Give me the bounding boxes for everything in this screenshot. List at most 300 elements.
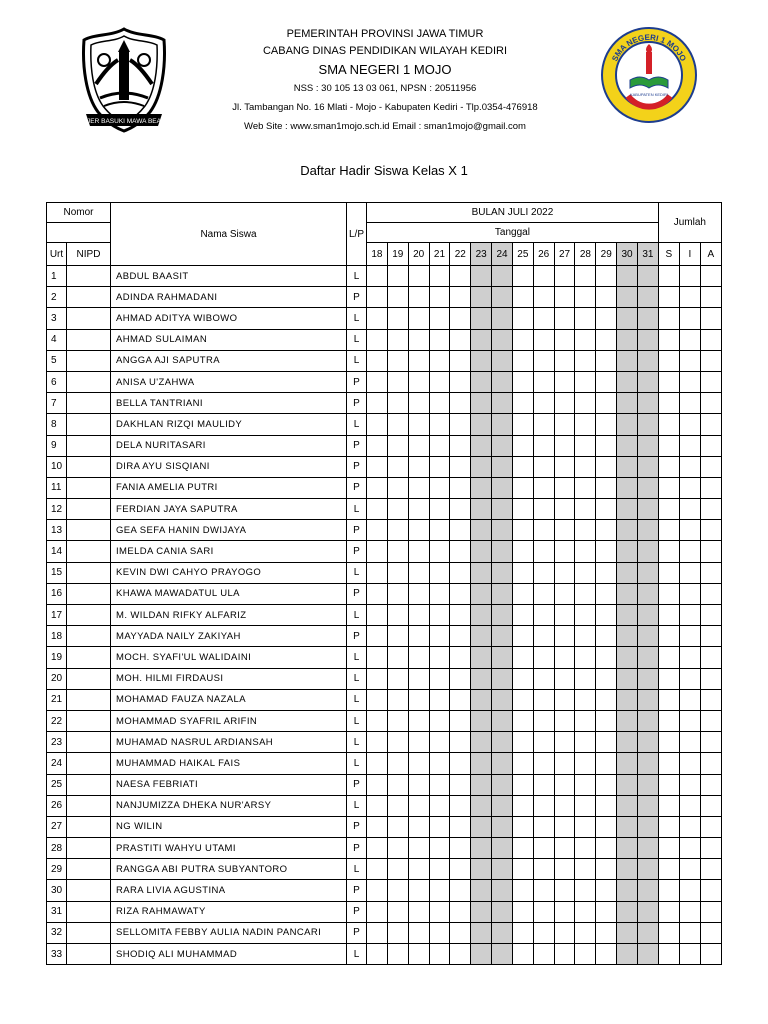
attendance-cell	[408, 944, 429, 965]
attendance-cell	[367, 520, 388, 541]
izin-count-cell	[679, 308, 700, 329]
attendance-cell	[408, 287, 429, 308]
attendance-cell	[637, 838, 658, 859]
attendance-cell	[512, 774, 533, 795]
attendance-cell	[450, 562, 471, 583]
gender-cell: P	[347, 541, 367, 562]
attendance-cell	[637, 605, 658, 626]
attendance-cell	[367, 477, 388, 498]
attendance-cell	[367, 562, 388, 583]
attendance-cell	[617, 944, 638, 965]
nipd-cell	[67, 520, 111, 541]
attendance-cell	[429, 414, 450, 435]
alpa-count-cell	[700, 456, 721, 477]
attendance-cell	[408, 456, 429, 477]
sakit-count-cell	[658, 753, 679, 774]
izin-count-cell	[679, 880, 700, 901]
attendance-cell	[575, 520, 596, 541]
row-number: 24	[47, 753, 67, 774]
gender-cell: L	[347, 329, 367, 350]
attendance-cell	[617, 647, 638, 668]
attendance-cell	[533, 329, 554, 350]
nipd-cell	[67, 880, 111, 901]
table-row	[47, 689, 722, 710]
attendance-cell	[450, 944, 471, 965]
attendance-cell	[408, 901, 429, 922]
attendance-cell	[554, 329, 575, 350]
alpa-count-cell	[700, 689, 721, 710]
attendance-cell	[512, 859, 533, 880]
attendance-cell	[408, 583, 429, 604]
attendance-cell	[387, 753, 408, 774]
attendance-cell	[492, 541, 513, 562]
izin-count-cell	[679, 795, 700, 816]
izin-count-cell	[679, 838, 700, 859]
row-number: 26	[47, 795, 67, 816]
attendance-cell	[637, 626, 658, 647]
attendance-cell	[637, 859, 658, 880]
izin-count-cell	[679, 287, 700, 308]
attendance-cell	[429, 266, 450, 287]
table-row	[47, 266, 722, 287]
row-number: 13	[47, 520, 67, 541]
student-name: SHODIQ ALI MUHAMMAD	[111, 944, 347, 965]
gender-cell: P	[347, 456, 367, 477]
attendance-cell	[429, 838, 450, 859]
attendance-cell	[554, 393, 575, 414]
attendance-cell	[637, 329, 658, 350]
attendance-cell	[492, 922, 513, 943]
alpa-count-cell	[700, 668, 721, 689]
attendance-cell	[387, 668, 408, 689]
attendance-cell	[408, 689, 429, 710]
attendance-cell	[471, 499, 492, 520]
attendance-cell	[637, 774, 658, 795]
attendance-cell	[429, 689, 450, 710]
attendance-cell	[408, 435, 429, 456]
sakit-count-cell	[658, 689, 679, 710]
student-name: SELLOMITA FEBBY AULIA NADIN PANCARI	[111, 922, 347, 943]
attendance-cell	[429, 647, 450, 668]
table-row	[47, 329, 722, 350]
izin-count-cell	[679, 499, 700, 520]
attendance-cell	[450, 922, 471, 943]
attendance-cell	[367, 880, 388, 901]
attendance-cell	[512, 266, 533, 287]
attendance-cell	[596, 732, 617, 753]
attendance-cell	[533, 541, 554, 562]
attendance-cell	[450, 816, 471, 837]
row-number: 22	[47, 710, 67, 731]
attendance-cell	[554, 520, 575, 541]
attendance-cell	[471, 753, 492, 774]
student-name: MOH. HILMI FIRDAUSI	[111, 668, 347, 689]
attendance-cell	[408, 838, 429, 859]
attendance-cell	[367, 774, 388, 795]
attendance-cell	[512, 626, 533, 647]
attendance-cell	[554, 371, 575, 392]
attendance-cell	[367, 499, 388, 520]
izin-count-cell	[679, 922, 700, 943]
sakit-count-cell	[658, 774, 679, 795]
attendance-cell	[554, 774, 575, 795]
attendance-cell	[450, 266, 471, 287]
nama-siswa-header: Nama Siswa	[111, 203, 347, 266]
attendance-cell	[596, 859, 617, 880]
attendance-cell	[554, 287, 575, 308]
attendance-cell	[637, 562, 658, 583]
table-row	[47, 922, 722, 943]
attendance-cell	[471, 435, 492, 456]
student-name: RIZA RAHMAWATY	[111, 901, 347, 922]
attendance-cell	[617, 499, 638, 520]
date-header: 27	[554, 243, 575, 266]
izin-count-cell	[679, 647, 700, 668]
attendance-cell	[596, 583, 617, 604]
attendance-cell	[533, 350, 554, 371]
nipd-cell	[67, 647, 111, 668]
attendance-cell	[387, 350, 408, 371]
attendance-cell	[450, 753, 471, 774]
attendance-cell	[554, 689, 575, 710]
attendance-cell	[492, 816, 513, 837]
attendance-cell	[575, 838, 596, 859]
attendance-cell	[617, 583, 638, 604]
table-row	[47, 562, 722, 583]
attendance-cell	[596, 414, 617, 435]
attendance-cell	[596, 477, 617, 498]
attendance-cell	[408, 774, 429, 795]
izin-count-cell	[679, 901, 700, 922]
alpa-count-cell	[700, 583, 721, 604]
attendance-cell	[471, 880, 492, 901]
gender-cell: P	[347, 880, 367, 901]
gender-cell: P	[347, 583, 367, 604]
attendance-cell	[450, 350, 471, 371]
row-number: 32	[47, 922, 67, 943]
attendance-cell	[429, 605, 450, 626]
attendance-cell	[533, 499, 554, 520]
attendance-cell	[408, 266, 429, 287]
sakit-count-cell	[658, 456, 679, 477]
date-header: 21	[429, 243, 450, 266]
attendance-cell	[408, 795, 429, 816]
alpa-count-cell	[700, 541, 721, 562]
attendance-cell	[575, 371, 596, 392]
row-number: 16	[47, 583, 67, 604]
gender-cell: P	[347, 626, 367, 647]
attendance-cell	[387, 901, 408, 922]
izin-count-cell	[679, 435, 700, 456]
date-header: 31	[637, 243, 658, 266]
attendance-cell	[492, 562, 513, 583]
nipd-cell	[67, 626, 111, 647]
attendance-cell	[533, 626, 554, 647]
attendance-cell	[492, 308, 513, 329]
sakit-count-cell	[658, 583, 679, 604]
attendance-cell	[492, 859, 513, 880]
alpa-header: A	[700, 243, 721, 266]
attendance-cell	[637, 922, 658, 943]
attendance-cell	[387, 859, 408, 880]
sakit-header: S	[658, 243, 679, 266]
attendance-cell	[512, 944, 533, 965]
attendance-cell	[429, 456, 450, 477]
alpa-count-cell	[700, 901, 721, 922]
attendance-cell	[596, 922, 617, 943]
sakit-count-cell	[658, 944, 679, 965]
student-name: MAYYADA NAILY ZAKIYAH	[111, 626, 347, 647]
attendance-cell	[637, 901, 658, 922]
izin-count-cell	[679, 541, 700, 562]
attendance-cell	[575, 668, 596, 689]
month-header: BULAN JULI 2022	[367, 203, 659, 223]
attendance-cell	[367, 308, 388, 329]
attendance-cell	[637, 583, 658, 604]
gender-cell: P	[347, 816, 367, 837]
attendance-cell	[596, 499, 617, 520]
attendance-cell	[429, 371, 450, 392]
attendance-cell	[575, 689, 596, 710]
row-number: 20	[47, 668, 67, 689]
attendance-cell	[554, 499, 575, 520]
student-name: ANISA U'ZAHWA	[111, 371, 347, 392]
attendance-cell	[408, 308, 429, 329]
attendance-cell	[387, 795, 408, 816]
date-header: 29	[596, 243, 617, 266]
nipd-cell	[67, 287, 111, 308]
gov-line: PEMERINTAH PROVINSI JAWA TIMUR	[286, 28, 484, 40]
row-number: 19	[47, 647, 67, 668]
attendance-cell	[492, 626, 513, 647]
attendance-cell	[408, 477, 429, 498]
gender-cell: L	[347, 859, 367, 880]
attendance-cell	[429, 732, 450, 753]
attendance-cell	[533, 287, 554, 308]
attendance-cell	[575, 901, 596, 922]
lp-header: L/P	[347, 203, 367, 266]
nipd-cell	[67, 350, 111, 371]
attendance-cell	[554, 922, 575, 943]
attendance-cell	[367, 456, 388, 477]
attendance-cell	[575, 880, 596, 901]
attendance-cell	[471, 816, 492, 837]
alpa-count-cell	[700, 499, 721, 520]
attendance-cell	[575, 456, 596, 477]
attendance-cell	[367, 732, 388, 753]
attendance-cell	[387, 689, 408, 710]
attendance-cell	[554, 435, 575, 456]
attendance-cell	[367, 901, 388, 922]
attendance-cell	[450, 605, 471, 626]
student-name: IMELDA CANIA SARI	[111, 541, 347, 562]
attendance-cell	[575, 329, 596, 350]
izin-count-cell	[679, 477, 700, 498]
attendance-cell	[575, 414, 596, 435]
alpa-count-cell	[700, 520, 721, 541]
nipd-cell	[67, 922, 111, 943]
address-line: Jl. Tambangan No. 16 Mlati - Mojo - Kabupaten Kediri - Tlp.0354-476918	[232, 102, 538, 113]
attendance-cell	[387, 393, 408, 414]
attendance-cell	[533, 816, 554, 837]
attendance-cell	[512, 816, 533, 837]
attendance-cell	[554, 626, 575, 647]
alpa-count-cell	[700, 350, 721, 371]
attendance-cell	[471, 668, 492, 689]
attendance-cell	[471, 626, 492, 647]
attendance-cell	[387, 922, 408, 943]
attendance-cell	[637, 266, 658, 287]
attendance-cell	[575, 562, 596, 583]
attendance-cell	[450, 329, 471, 350]
attendance-cell	[387, 520, 408, 541]
row-number: 4	[47, 329, 67, 350]
attendance-cell	[471, 732, 492, 753]
gender-cell: L	[347, 647, 367, 668]
student-name: GEA SEFA HANIN DWIJAYA	[111, 520, 347, 541]
nipd-cell	[67, 414, 111, 435]
attendance-cell	[554, 859, 575, 880]
attendance-cell	[617, 266, 638, 287]
gender-cell: L	[347, 414, 367, 435]
date-header: 20	[408, 243, 429, 266]
attendance-cell	[367, 859, 388, 880]
attendance-cell	[637, 393, 658, 414]
date-header: 19	[387, 243, 408, 266]
attendance-cell	[617, 329, 638, 350]
attendance-cell	[533, 710, 554, 731]
attendance-cell	[408, 922, 429, 943]
gender-cell: P	[347, 287, 367, 308]
attendance-cell	[471, 562, 492, 583]
date-header: 28	[575, 243, 596, 266]
attendance-cell	[512, 371, 533, 392]
attendance-cell	[533, 435, 554, 456]
alpa-count-cell	[700, 859, 721, 880]
izin-count-cell	[679, 668, 700, 689]
table-row	[47, 308, 722, 329]
gender-cell: P	[347, 774, 367, 795]
izin-count-cell	[679, 350, 700, 371]
nipd-cell	[67, 710, 111, 731]
attendance-cell	[512, 350, 533, 371]
nipd-cell	[67, 583, 111, 604]
attendance-cell	[554, 816, 575, 837]
attendance-cell	[471, 287, 492, 308]
attendance-cell	[617, 520, 638, 541]
attendance-cell	[512, 435, 533, 456]
attendance-cell	[471, 541, 492, 562]
attendance-cell	[367, 266, 388, 287]
attendance-cell	[367, 329, 388, 350]
attendance-cell	[492, 838, 513, 859]
izin-count-cell	[679, 371, 700, 392]
attendance-cell	[554, 266, 575, 287]
attendance-cell	[596, 626, 617, 647]
izin-count-cell	[679, 710, 700, 731]
sakit-count-cell	[658, 668, 679, 689]
student-name: MUHAMAD NASRUL ARDIANSAH	[111, 732, 347, 753]
nomor-header: Nomor	[47, 203, 111, 223]
attendance-cell	[471, 329, 492, 350]
attendance-cell	[617, 393, 638, 414]
attendance-cell	[617, 350, 638, 371]
nipd-cell	[67, 859, 111, 880]
attendance-cell	[512, 668, 533, 689]
sakit-count-cell	[658, 541, 679, 562]
alpa-count-cell	[700, 308, 721, 329]
attendance-cell	[408, 753, 429, 774]
registry-line: NSS : 30 105 13 03 061, NPSN : 20511956	[293, 83, 477, 94]
attendance-cell	[492, 520, 513, 541]
attendance-cell	[617, 753, 638, 774]
sakit-count-cell	[658, 414, 679, 435]
attendance-cell	[512, 795, 533, 816]
table-row	[47, 944, 722, 965]
attendance-cell	[387, 710, 408, 731]
attendance-cell	[387, 435, 408, 456]
attendance-cell	[492, 901, 513, 922]
attendance-cell	[471, 414, 492, 435]
row-number: 5	[47, 350, 67, 371]
student-rows	[47, 266, 722, 965]
attendance-cell	[617, 710, 638, 731]
attendance-cell	[533, 880, 554, 901]
attendance-cell	[492, 583, 513, 604]
izin-count-cell	[679, 816, 700, 837]
table-row	[47, 816, 722, 837]
sakit-count-cell	[658, 880, 679, 901]
nipd-cell	[67, 371, 111, 392]
alpa-count-cell	[700, 710, 721, 731]
nipd-cell	[67, 393, 111, 414]
table-row	[47, 647, 722, 668]
attendance-cell	[533, 647, 554, 668]
jumlah-header: Jumlah	[658, 203, 721, 243]
attendance-cell	[575, 605, 596, 626]
sakit-count-cell	[658, 626, 679, 647]
attendance-cell	[575, 499, 596, 520]
izin-count-cell	[679, 456, 700, 477]
gender-cell: P	[347, 393, 367, 414]
attendance-cell	[596, 774, 617, 795]
attendance-cell	[387, 583, 408, 604]
attendance-cell	[492, 753, 513, 774]
attendance-cell	[637, 350, 658, 371]
nipd-cell	[67, 477, 111, 498]
alpa-count-cell	[700, 266, 721, 287]
student-name: NG WILIN	[111, 816, 347, 837]
alpa-count-cell	[700, 944, 721, 965]
attendance-cell	[408, 393, 429, 414]
attendance-cell	[512, 880, 533, 901]
attendance-cell	[492, 350, 513, 371]
attendance-cell	[554, 710, 575, 731]
nipd-cell	[67, 308, 111, 329]
attendance-cell	[429, 583, 450, 604]
attendance-cell	[367, 944, 388, 965]
attendance-cell	[554, 901, 575, 922]
attendance-cell	[533, 753, 554, 774]
attendance-cell	[450, 859, 471, 880]
attendance-cell	[637, 308, 658, 329]
alpa-count-cell	[700, 795, 721, 816]
attendance-cell	[429, 350, 450, 371]
attendance-cell	[637, 456, 658, 477]
attendance-table	[46, 202, 722, 965]
contact-line: Web Site : www.sman1mojo.sch.id Email : sman1mojo@gmail.com	[244, 121, 526, 132]
attendance-cell	[637, 371, 658, 392]
